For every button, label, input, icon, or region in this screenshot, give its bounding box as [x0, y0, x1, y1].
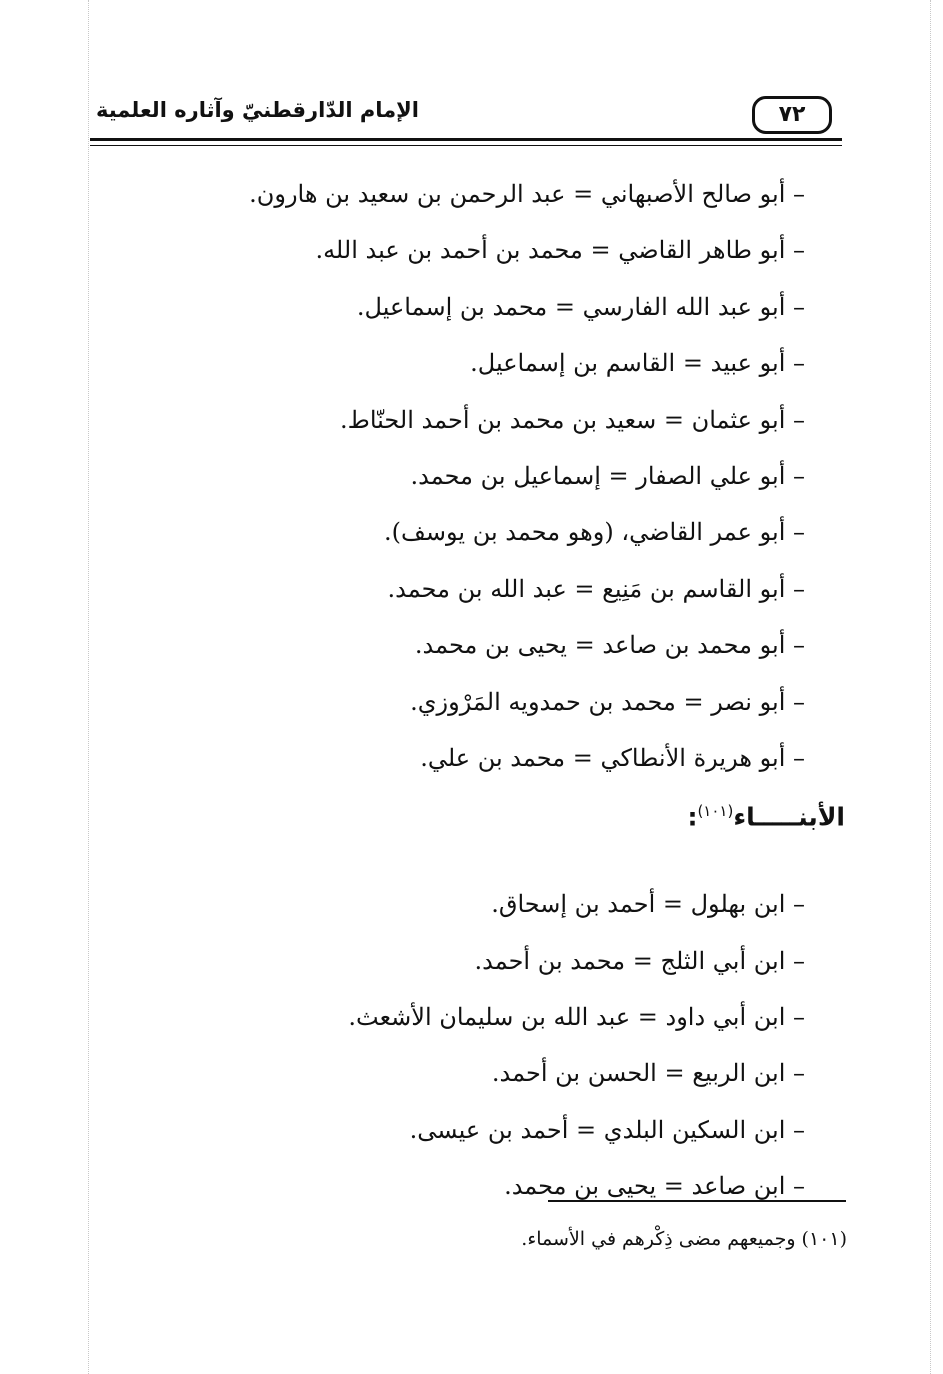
header-rule [90, 138, 842, 141]
kunya-list [100, 166, 805, 786]
list-item: – أبو نصر = محمد بن حمدويه المَرْوزي. [410, 687, 805, 716]
list-item: – أبو محمد بن صاعد = يحيى بن محمد. [414, 631, 805, 660]
header-rule [90, 145, 842, 146]
section-heading-text: الأبنـــــاء [733, 802, 845, 832]
footnote-rule [548, 1200, 846, 1202]
list-item: – ابن بهلول = أحمد بن إسحاق. [491, 890, 805, 919]
list-item: – أبو صالح الأصبهاني = عبد الرحمن بن سعيد بن هارون. [249, 180, 805, 208]
list-item: – ابن أبي داود = عبد الله بن سليمان الأشعث. [348, 1003, 805, 1032]
list-item: – أبو علي الصفار = إسماعيل بن محمد. [410, 461, 805, 490]
list-item: – ابن صاعد = يحيى بن محمد. [504, 1172, 805, 1201]
list-item: – أبو طاهر القاضي = محمد بن أحمد بن عبد الله. [315, 236, 805, 265]
list-item: – أبو عمر القاضي، (وهو محمد بن يوسف). [384, 518, 805, 547]
book-title: الإمام الدّارقطنيّ وآثاره العلمية [96, 98, 419, 122]
margin-guide-line [930, 0, 931, 1374]
list-item: – أبو عثمان = سعيد بن محمد بن أحمد الحنّاط. [340, 405, 805, 434]
list-item: – ابن الربيع = الحسن بن أحمد. [491, 1059, 805, 1088]
section-heading [100, 786, 845, 876]
list-item: – أبو عبيد = القاسم بن إسماعيل. [470, 349, 805, 378]
page-header [90, 88, 840, 138]
footnote-marker: (١٠١) [697, 802, 734, 821]
list-item: – أبو القاسم بن مَنِيع = عبد الله بن محمد. [387, 574, 805, 603]
margin-guide-line [88, 0, 89, 1374]
list-item: – أبو هريرة الأنطاكي = محمد بن علي. [420, 743, 805, 772]
footnote: (١٠١) وجميعهم مضى ذِكْرهم في الأسماء. [521, 1228, 847, 1250]
list-item: – ابن أبي الثلج = محمد بن أحمد. [474, 946, 805, 975]
sons-list [100, 876, 805, 1214]
page-body [100, 166, 845, 1215]
list-item: – أبو عبد الله الفارسي = محمد بن إسماعيل. [356, 292, 805, 321]
heading-colon: : [687, 802, 698, 832]
page-number: ٧٢ [752, 96, 832, 134]
list-item: – ابن السكين البلدي = أحمد بن عيسى. [409, 1115, 805, 1144]
